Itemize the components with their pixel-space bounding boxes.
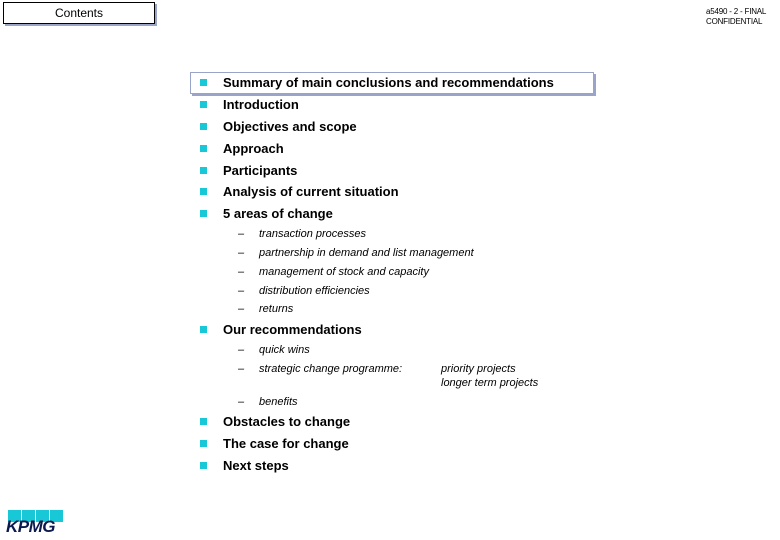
square-bullet-icon [200, 101, 207, 108]
toc-item-label: Objectives and scope [223, 119, 357, 134]
square-bullet-icon [200, 167, 207, 174]
square-bullet-icon [200, 210, 207, 217]
square-bullet-icon [200, 326, 207, 333]
dash-bullet: – [238, 344, 245, 356]
dash-bullet: – [238, 303, 245, 315]
square-bullet-icon [200, 123, 207, 130]
doc-ref-code: a5490 - 2 - FINAL [706, 7, 767, 16]
toc-item-label: Summary of main conclusions and recommendations [223, 75, 554, 90]
toc-item-label: Our recommendations [223, 322, 362, 337]
page-title: Contents [3, 2, 155, 24]
dash-bullet: – [238, 266, 245, 278]
square-bullet-icon [200, 440, 207, 447]
toc-item-label: Participants [223, 163, 298, 178]
sub-item-label: quick wins [259, 344, 310, 356]
sub-item-label: returns [259, 303, 294, 315]
dash-bullet: – [238, 363, 245, 375]
toc-item-label: The case for change [223, 436, 349, 451]
toc-item-label: Next steps [223, 458, 289, 473]
dash-bullet: – [238, 285, 245, 297]
dash-bullet: – [238, 228, 245, 240]
square-bullet-icon [200, 188, 207, 195]
toc-item-label: Introduction [223, 97, 299, 112]
kpmg-logo [8, 510, 68, 536]
toc-item-label: Analysis of current situation [223, 184, 399, 199]
sub-item-label: management of stock and capacity [259, 266, 429, 278]
toc-item-label: 5 areas of change [223, 206, 333, 221]
sub-item-label: strategic change programme: [259, 363, 403, 375]
square-bullet-icon [200, 418, 207, 425]
strategic-priority-projects: priority projects [441, 363, 516, 375]
square-bullet-icon [200, 145, 207, 152]
sub-item-label: benefits [259, 396, 298, 408]
square-bullet-icon [200, 462, 207, 469]
dash-bullet: – [238, 247, 245, 259]
strategic-longer-term-projects: longer term projects [441, 377, 539, 389]
dash-bullet: – [238, 396, 245, 408]
sub-item-label: distribution efficiencies [259, 285, 370, 297]
toc-item-label: Obstacles to change [223, 414, 351, 429]
logo-wordmark: KPMG [6, 517, 55, 536]
doc-ref-confidential: CONFIDENTIAL [706, 17, 763, 26]
document-reference [706, 7, 766, 27]
toc-item-label: Approach [223, 141, 284, 156]
sub-item-label: partnership in demand and list management [259, 247, 474, 259]
square-bullet-icon [200, 79, 207, 86]
sub-item-label: transaction processes [259, 228, 366, 240]
